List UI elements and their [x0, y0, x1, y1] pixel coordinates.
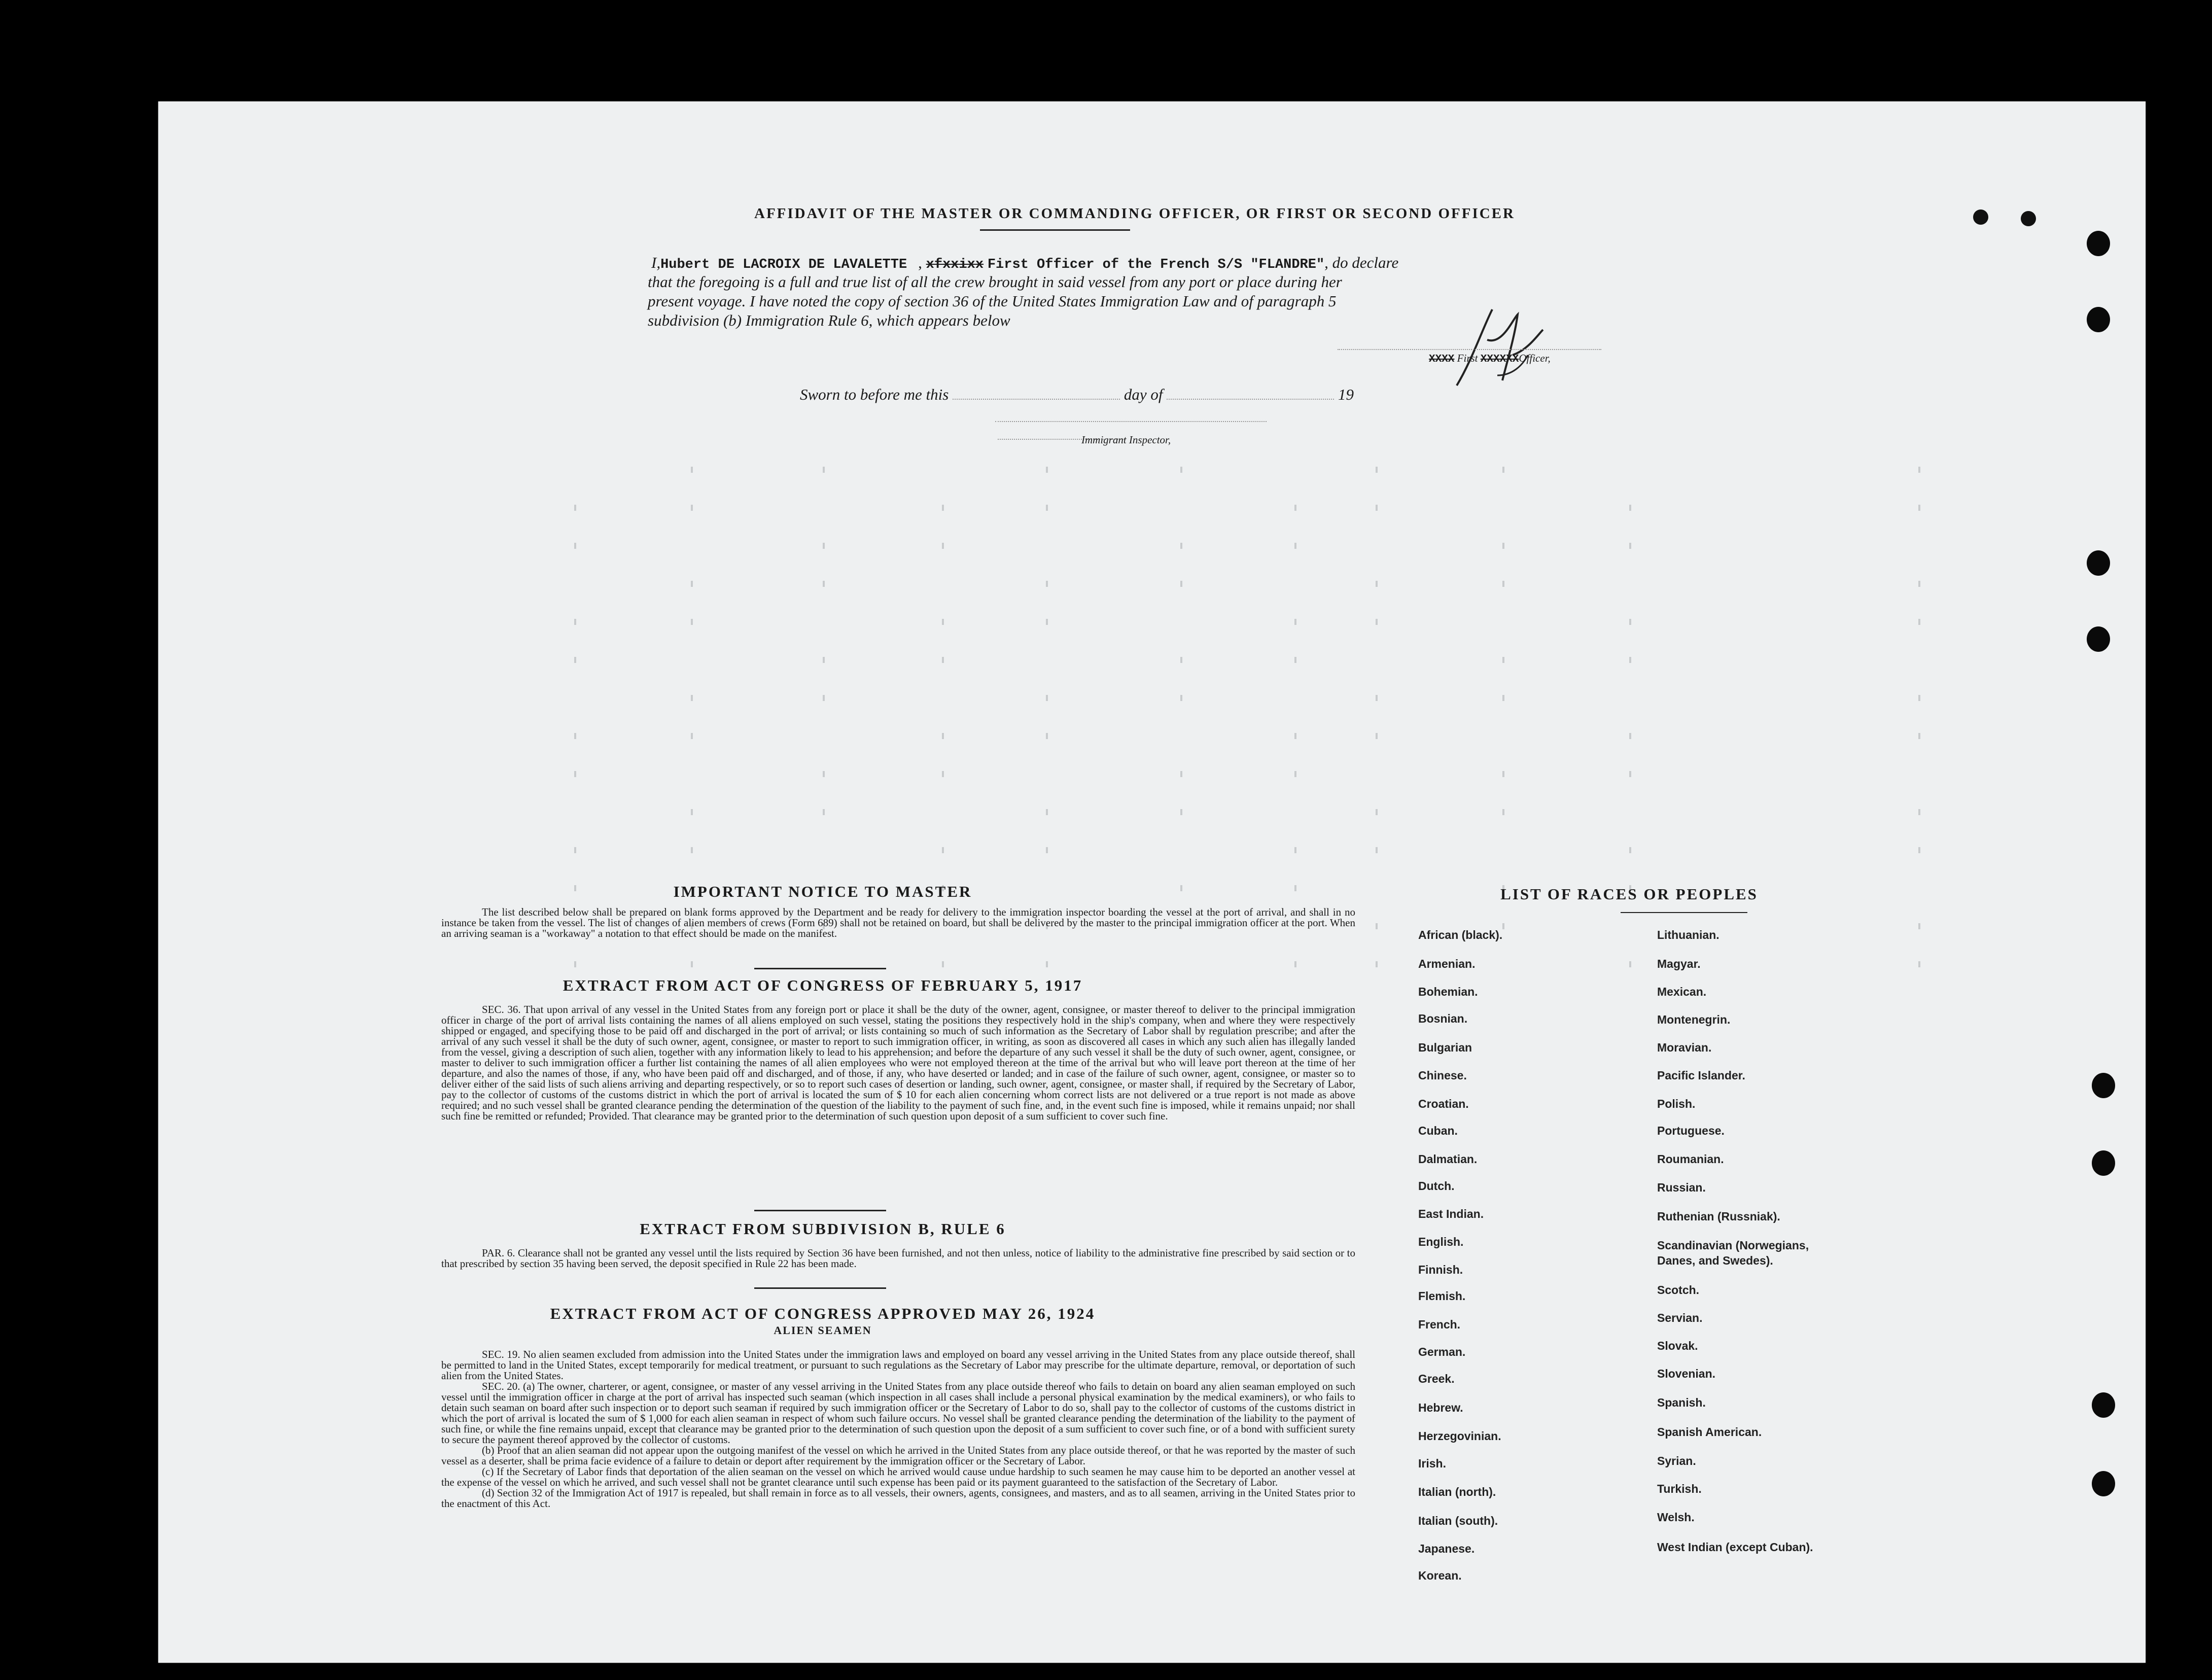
- race-item: Ruthenian (Russniak).: [1657, 1210, 1780, 1223]
- race-item: Finnish.: [1418, 1263, 1463, 1276]
- race-item: African (black).: [1418, 928, 1503, 941]
- bleed-mark: [691, 695, 693, 701]
- race-item: French.: [1418, 1318, 1461, 1331]
- bleed-mark: [1629, 733, 1631, 739]
- race-item: Italian (south).: [1418, 1514, 1498, 1527]
- bleed-mark: [823, 771, 825, 777]
- bleed-mark: [1918, 581, 1920, 587]
- bleed-mark: [942, 733, 944, 739]
- sworn-prefix: Sworn to before me this: [800, 386, 949, 403]
- races-title: LIST OF RACES OR PEOPLES: [1500, 885, 1758, 903]
- race-item: Spanish.: [1657, 1396, 1706, 1409]
- officer-text: First Officer of the French S/S "FLANDRE": [987, 257, 1325, 272]
- bleed-mark: [823, 467, 825, 473]
- rule6-title: EXTRACT FROM SUBDIVISION B, RULE 6: [640, 1220, 1006, 1238]
- bleed-mark: [1918, 505, 1920, 511]
- race-item: Italian (north).: [1418, 1485, 1496, 1498]
- bleed-mark: [942, 543, 944, 549]
- binder-hole: [2092, 1392, 2115, 1418]
- bleed-mark: [1046, 809, 1048, 815]
- race-item: Korean.: [1418, 1569, 1462, 1582]
- caption-officer: Officer,: [1519, 352, 1551, 364]
- bleed-mark: [1502, 923, 1504, 929]
- bleed-mark: [574, 619, 576, 625]
- bleed-mark: [1294, 885, 1296, 891]
- bleed-mark: [1918, 847, 1920, 853]
- rule-3: [754, 1287, 886, 1289]
- document-sheet: [158, 101, 2146, 1663]
- bleed-mark: [574, 771, 576, 777]
- notice-title: IMPORTANT NOTICE TO MASTER: [673, 883, 972, 900]
- bleed-mark: [1376, 847, 1378, 853]
- ink-dot: [1973, 209, 1988, 225]
- title-rule: [980, 229, 1130, 231]
- bleed-mark: [823, 543, 825, 549]
- bleed-mark: [1629, 505, 1631, 511]
- race-item: Portuguese.: [1657, 1124, 1725, 1137]
- extract-1924-title: EXTRACT FROM ACT OF CONGRESS APPROVED MAY 26, 1924: [550, 1305, 1096, 1322]
- binder-hole: [2087, 550, 2110, 576]
- sec19-text: SEC. 19. No alien seamen excluded from admission into the United States under the immigration laws and employed on board any vessel arriving in the United States from any place outside thereof, shall be permitted to land in the United States, except temporarily for medical treatment, or pursuant to such regulations as the Secretary of Labor may prescribe for the ultimate departure, removal, or deportation of such alien from the United States.: [441, 1348, 1355, 1382]
- bleed-mark: [1918, 467, 1920, 473]
- signature-caption: [1429, 352, 1551, 365]
- bleed-mark: [1502, 581, 1504, 587]
- struck-caption-2: XXXXXX: [1480, 354, 1519, 365]
- binder-hole: [2092, 1471, 2115, 1496]
- race-item: Croatian.: [1418, 1097, 1469, 1110]
- race-item: Greek.: [1418, 1372, 1455, 1385]
- bleed-mark: [942, 505, 944, 511]
- bleed-mark: [1046, 733, 1048, 739]
- race-item: Magyar.: [1657, 957, 1701, 970]
- declaration-line-2: that the foregoing is a full and true list of all the crew brought in said vessel from any port or place during her: [648, 273, 1342, 291]
- notice-body: [441, 907, 1355, 939]
- bleed-mark: [574, 733, 576, 739]
- caption-first: First: [1457, 352, 1478, 364]
- race-item: Flemish.: [1418, 1289, 1466, 1303]
- bleed-mark: [1376, 809, 1378, 815]
- bleed-mark: [1180, 695, 1182, 701]
- struck-title: xfxxixx: [926, 257, 984, 272]
- bleed-mark: [1046, 467, 1048, 473]
- bleed-mark: [1376, 619, 1378, 625]
- bleed-mark: [691, 961, 693, 967]
- bleed-mark: [1918, 809, 1920, 815]
- race-item: Slovak.: [1657, 1339, 1698, 1352]
- race-item: Montenegrin.: [1657, 1013, 1731, 1026]
- bleed-mark: [942, 961, 944, 967]
- bleed-mark: [1180, 581, 1182, 587]
- bleed-mark: [1502, 809, 1504, 815]
- bleed-mark: [1376, 467, 1378, 473]
- race-item: Polish.: [1657, 1097, 1696, 1110]
- bleed-mark: [942, 771, 944, 777]
- bleed-mark: [823, 581, 825, 587]
- bleed-mark: [691, 467, 693, 473]
- extract-1917-body: [441, 1004, 1355, 1122]
- officer-signature: [1426, 299, 1558, 396]
- bleed-mark: [574, 505, 576, 511]
- bleed-mark: [574, 847, 576, 853]
- bleed-mark: [1046, 961, 1048, 967]
- bleed-mark: [691, 847, 693, 853]
- bleed-mark: [1502, 543, 1504, 549]
- bleed-mark: [1629, 619, 1631, 625]
- race-item: Turkish.: [1657, 1482, 1702, 1495]
- bleed-mark: [1180, 809, 1182, 815]
- binder-hole: [2092, 1073, 2115, 1098]
- binder-hole: [2087, 626, 2110, 652]
- affidavit-title: AFFIDAVIT OF THE MASTER OR COMMANDING OFFICER, OR FIRST OR SECOND OFFICER: [754, 205, 1515, 222]
- sworn-day: day of: [1123, 386, 1163, 403]
- bleed-mark: [942, 847, 944, 853]
- race-item: Slovenian.: [1657, 1367, 1716, 1380]
- bleed-mark: [1046, 505, 1048, 511]
- bleed-mark: [823, 695, 825, 701]
- race-item: Scandinavian (Norwegians, Danes, and Swedes).: [1657, 1239, 1809, 1267]
- race-item: East Indian.: [1418, 1207, 1484, 1220]
- struck-caption-1: XXXX: [1429, 354, 1455, 365]
- bleed-mark: [1629, 657, 1631, 663]
- bleed-mark: [691, 581, 693, 587]
- race-item: Lithuanian.: [1657, 928, 1719, 941]
- race-item: Russian.: [1657, 1181, 1706, 1194]
- signature-line: [1338, 349, 1601, 351]
- bleed-mark: [1629, 771, 1631, 777]
- alien-seamen-subtitle: ALIEN SEAMEN: [774, 1324, 872, 1337]
- extract-1917-title: EXTRACT FROM ACT OF CONGRESS OF FEBRUARY 5, 1917: [563, 976, 1083, 994]
- race-item: Armenian.: [1418, 957, 1476, 970]
- sec20a-text: SEC. 20. (a) The owner, charterer, or agent, consignee, or master of any vessel arriving in the United States from any place outside thereof who fails to detain on board any alien seaman employed on such vessel until the immigration officer in charge at the port of arrival has inspected such seaman (which inspection in all cases shall include a personal physical examination by the medical examiners), or who fails to detain such seaman on board after such inspection or to deport such seaman if required by such immigration officer or the Secretary of Labor to do so, shall pay to the collector of customs of the customs district in which the port of arrival is located the sum of $ 1,000 for each alien seaman in respect of whom such failure occurs. No vessel shall be granted clearance pending the determination of the liability to the payment of such fine, or while the fine remains unpaid, except that clearance may be granted prior to the determination of such question upon the deposit of a sum sufficient to cover such fine, or of a bond with sufficient surety to secure the payment thereof approved by the collector of customs.: [441, 1380, 1355, 1446]
- bleed-mark: [1918, 923, 1920, 929]
- bleed-mark: [1294, 847, 1296, 853]
- declarant-name: Hubert DE LACROIX DE LAVALETTE: [660, 257, 907, 272]
- bleed-mark: [1294, 733, 1296, 739]
- race-item: Bohemian.: [1418, 985, 1478, 998]
- bleed-mark: [574, 961, 576, 967]
- race-item: German.: [1418, 1345, 1466, 1358]
- bleed-mark: [574, 543, 576, 549]
- race-item: Syrian.: [1657, 1454, 1696, 1467]
- sworn-line: [800, 386, 1354, 404]
- notice-text: The list described below shall be prepared on blank forms approved by the Department and be ready for delivery to the immigration inspector boarding the vessel at the port of arrival, and shall in no instance be taken from the vessel. The list of changes of alien members of crews (Form 689) shall not be retained on board, but shall be delivered by the master to the principal immigration officer at the port. When an arriving seaman is a "workaway" a notation to that effect should be made on the manifest.: [441, 906, 1355, 939]
- bleed-mark: [1376, 733, 1378, 739]
- bleed-mark: [1294, 505, 1296, 511]
- extract-1917-text: SEC. 36. That upon arrival of any vessel in the United States from any foreign port or place it shall be the duty of the owner, agent, consignee, or master thereof to deliver to the principal immigration officer in charge of the port of arrival lists containing the names of all aliens employed on such vessel, stating the positions they respectively hold in the ship's company, when and where they were respectively shipped or engaged, and specifying those to be paid off and discharged in the port of arrival; or lists containing so much of such information as the Secretary of Labor shall by regulation prescribe; and after the arrival of any such vessel it shall be the duty of such owner, agent, consignee, or master to report to such immigration officer, in writing, as soon as discovered all cases in which any such alien has illegally landed from the vessel, giving a description of such alien, together with any information likely to lead to his apprehension; and before the departure of any such vessel it shall be the duty of such owner, agent, consignee, or master to deliver to such immigration officer a further list containing the names of all alien employees who were not employed thereon at the time of the arrival but who will leave port thereon at the time of her departure, and also the names of those, if any, who have been paid off and discharged, and of those, if any, who have deserted or landed; and in case of the failure of such owner, agent, consignee, or master so to deliver either of the said lists of such aliens arriving and departing respectively, or so to report such cases of desertion or landing, such owner, agent, consignee, or master shall, if required by the Secretary of Labor, pay to the collector of customs of the customs district in which the port of arrival is located the sum of $ 10 for each alien concerning whom correct lists are not delivered or a true report is not made as above required; and no such vessel shall be granted clearance pending the determination of the question of the liability to the payment of such fine, and, in the event such fine is imposed, while it remains unpaid; nor shall such fine be remitted or refunded; Provided. That clearance may be granted prior to the determination of such question upon deposit of a sum sufficient to cover such fine.: [441, 1003, 1355, 1122]
- race-item: Servian.: [1657, 1311, 1703, 1324]
- race-item: Herzegovinian.: [1418, 1429, 1501, 1443]
- bleed-mark: [1180, 543, 1182, 549]
- bleed-mark: [1502, 695, 1504, 701]
- bleed-mark: [1294, 619, 1296, 625]
- race-item: West Indian (except Cuban).: [1657, 1541, 1813, 1554]
- race-item: Pacific Islander.: [1657, 1069, 1745, 1082]
- bleed-mark: [1294, 543, 1296, 549]
- race-item: English.: [1418, 1235, 1464, 1248]
- race-item: Cuban.: [1418, 1124, 1458, 1137]
- races-rule: [1621, 912, 1747, 913]
- bleed-mark: [1180, 771, 1182, 777]
- ink-dot: [2021, 211, 2036, 226]
- bleed-mark: [1046, 695, 1048, 701]
- bleed-mark: [942, 657, 944, 663]
- inspector-label: Immigrant Inspector,: [1081, 434, 1171, 446]
- bleed-mark: [823, 809, 825, 815]
- declaration-line-1: I,Hubert DE LACROIX DE LAVALETTE , xfxxixx First Officer of the French S/S "FLANDRE", do declare: [651, 254, 1399, 272]
- race-item: Dutch.: [1418, 1179, 1455, 1193]
- bleed-mark: [1502, 771, 1504, 777]
- race-item: Irish.: [1418, 1457, 1446, 1470]
- bleed-mark: [1376, 961, 1378, 967]
- bleed-mark: [574, 657, 576, 663]
- bleed-mark: [1180, 657, 1182, 663]
- bleed-mark: [942, 619, 944, 625]
- bleed-mark: [1294, 657, 1296, 663]
- bleed-mark: [691, 619, 693, 625]
- race-item: Hebrew.: [1418, 1401, 1463, 1414]
- extract-1924-body: [441, 1349, 1355, 1509]
- race-item: Moravian.: [1657, 1041, 1712, 1054]
- bleed-mark: [1046, 619, 1048, 625]
- race-item: Chinese.: [1418, 1069, 1467, 1082]
- declaration-suffix: , do declare: [1324, 254, 1399, 271]
- bleed-mark: [823, 657, 825, 663]
- binder-hole: [2087, 231, 2110, 256]
- rule6-body: [441, 1248, 1355, 1269]
- race-item: Scotch.: [1657, 1283, 1700, 1297]
- binder-hole: [2087, 307, 2110, 332]
- inspector-line: [995, 421, 1267, 422]
- race-item: Spanish American.: [1657, 1425, 1762, 1439]
- bleed-mark: [1918, 619, 1920, 625]
- bleed-mark: [1629, 847, 1631, 853]
- sec20d-text: (d) Section 32 of the Immigration Act of 1917 is repealed, but shall remain in force as to all vessels, their owners, agents, consignees, and masters, and as to all seamen, arriving in the United States prior to the enactment of this Act.: [441, 1487, 1355, 1510]
- bleed-mark: [1294, 771, 1296, 777]
- rule-1: [754, 968, 886, 969]
- declaration-line-3: present voyage. I have noted the copy of section 36 of the United States Immigration Law and of paragraph 5: [648, 292, 1337, 310]
- bleed-mark: [1502, 467, 1504, 473]
- bleed-mark: [1918, 733, 1920, 739]
- rule-2: [754, 1210, 886, 1211]
- sworn-year: 19: [1338, 386, 1354, 403]
- bleed-mark: [1376, 505, 1378, 511]
- bleed-mark: [691, 809, 693, 815]
- binder-hole: [2092, 1150, 2115, 1176]
- race-item: Bosnian.: [1418, 1012, 1468, 1025]
- race-item: Roumanian.: [1657, 1152, 1724, 1166]
- bleed-mark: [1180, 467, 1182, 473]
- race-item: Mexican.: [1657, 985, 1707, 998]
- bleed-mark: [1629, 961, 1631, 967]
- bleed-mark: [1502, 657, 1504, 663]
- bleed-mark: [1046, 847, 1048, 853]
- bleed-mark: [691, 733, 693, 739]
- bleed-mark: [1376, 695, 1378, 701]
- declaration-line-4: subdivision (b) Immigration Rule 6, which appears below: [648, 311, 1010, 329]
- sec20c-text: (c) If the Secretary of Labor finds that deportation of the alien seaman on the vessel on which he arrived would cause undue hardship to such seamen he may cause him to be deported an another vessel at the expense of the vessel on which he arrived, and such vessel shall not be grantet clearance until such expense has been paid or its payment guaranteed to the satisfaction of the Secretary of Labor.: [441, 1465, 1355, 1488]
- race-item: Dalmatian.: [1418, 1152, 1478, 1166]
- bleed-mark: [1294, 961, 1296, 967]
- bleed-mark: [1180, 885, 1182, 891]
- race-item: Bulgarian: [1418, 1041, 1472, 1054]
- bleed-mark: [1918, 961, 1920, 967]
- bleed-mark: [1046, 581, 1048, 587]
- bleed-mark: [1376, 923, 1378, 929]
- sec20b-text: (b) Proof that an alien seaman did not appear upon the outgoing manifest of the vessel on which he arrived in the United States from any place outside thereof, or that he was reported by the master of such vessel as a deserter, shall be prima facie evidence of a failure to detain or deport after requirement by the immigration officer or the Secretary of Labor.: [441, 1444, 1355, 1467]
- bleed-mark: [1376, 581, 1378, 587]
- bleed-mark: [1629, 543, 1631, 549]
- rule6-text: PAR. 6. Clearance shall not be granted any vessel until the lists required by Section 36 have been furnished, and not then unless, notice of liability to the administrative fine prescribed by said section or to that prescribed by section 35 having been served, the deposit specified in Rule 22 has been made.: [441, 1247, 1355, 1270]
- bleed-mark: [691, 505, 693, 511]
- race-item: Welsh.: [1657, 1511, 1695, 1524]
- race-item: Japanese.: [1418, 1542, 1475, 1555]
- bleed-mark: [1918, 695, 1920, 701]
- declaration-prefix: I,: [651, 254, 661, 271]
